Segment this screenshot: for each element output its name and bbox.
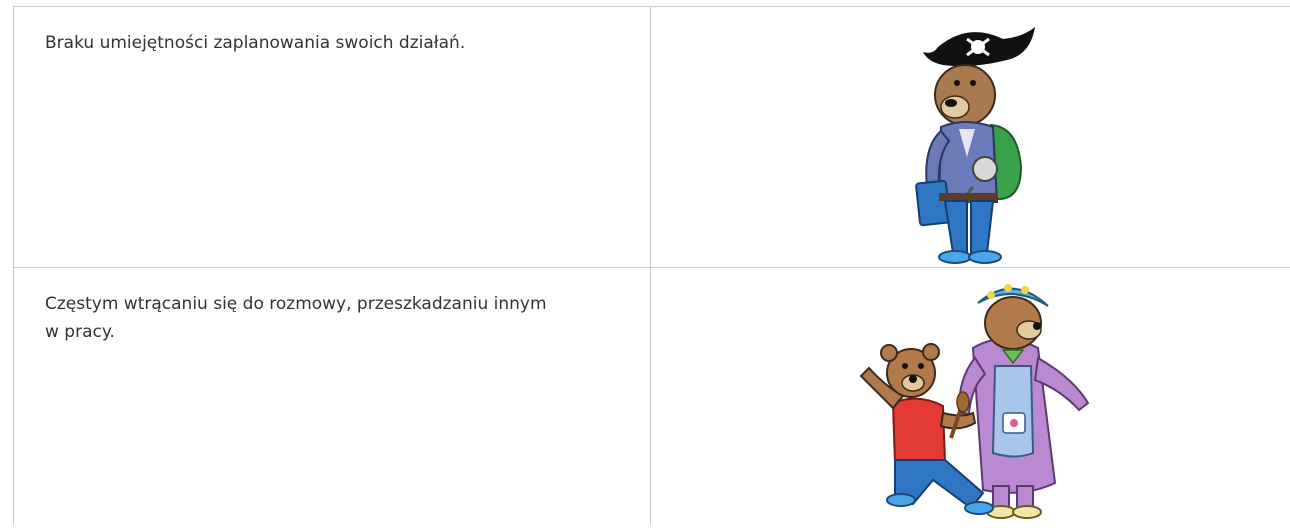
row-description: Częstym wtrącaniu się do rozmowy, przeszkadzaniu innym w pracy. — [45, 294, 547, 342]
table-border-middle — [650, 7, 651, 267]
table-row — [13, 267, 1290, 525]
content-table — [13, 6, 1290, 525]
table-border-left — [13, 7, 14, 267]
table-border-middle — [650, 268, 651, 525]
table-border-left — [13, 268, 14, 525]
pirate-bear-schoolboy-icon — [893, 17, 1043, 267]
bear-mother-and-cub-icon — [833, 268, 1123, 528]
row-description: Braku umiejętności zaplanowania swoich działań. — [45, 33, 466, 53]
table-row — [13, 6, 1290, 267]
